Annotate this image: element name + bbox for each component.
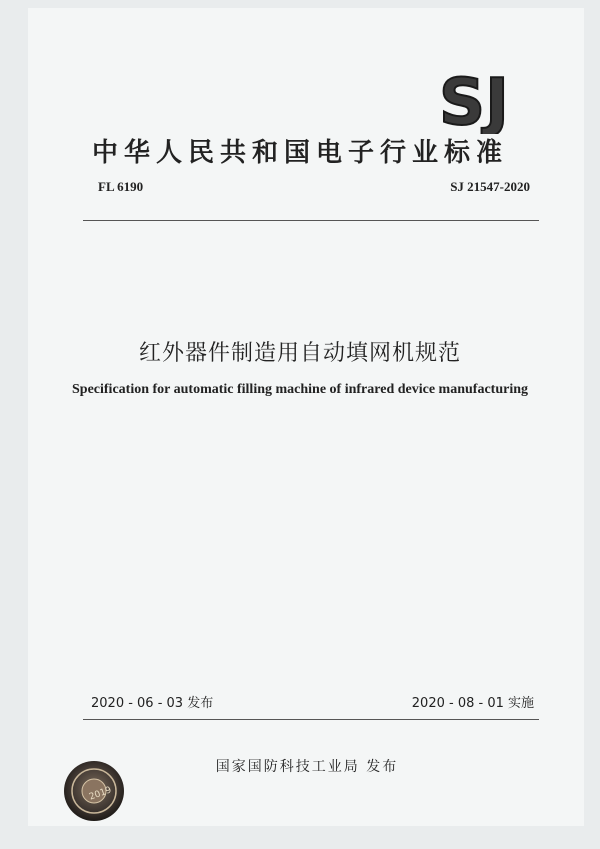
svg-text:2019: 2019 (87, 785, 113, 803)
bottom-divider (83, 719, 539, 720)
standard-number: SJ 21547-2020 (450, 179, 530, 194)
document-title-cn: 红外器件制造用自动填网机规范 (138, 341, 461, 366)
sj-logo-text: SJ (439, 66, 509, 134)
issuer-line: 国家国防科技工业局 发布 (215, 759, 399, 775)
top-divider (83, 220, 539, 221)
issue-date: 2020 - 06 - 03 发布 (91, 696, 214, 711)
document-title-en: Specification for automatic filling machine of infrared device manufacturing (72, 382, 528, 397)
effective-date: 2020 - 08 - 01 实施 (411, 696, 534, 711)
classification-code: FL 6190 (98, 179, 144, 194)
organization-title: 中华人民共和国电子行业标准 (91, 138, 508, 168)
stamp-seal-icon (63, 760, 125, 822)
sj-logo (428, 64, 520, 134)
